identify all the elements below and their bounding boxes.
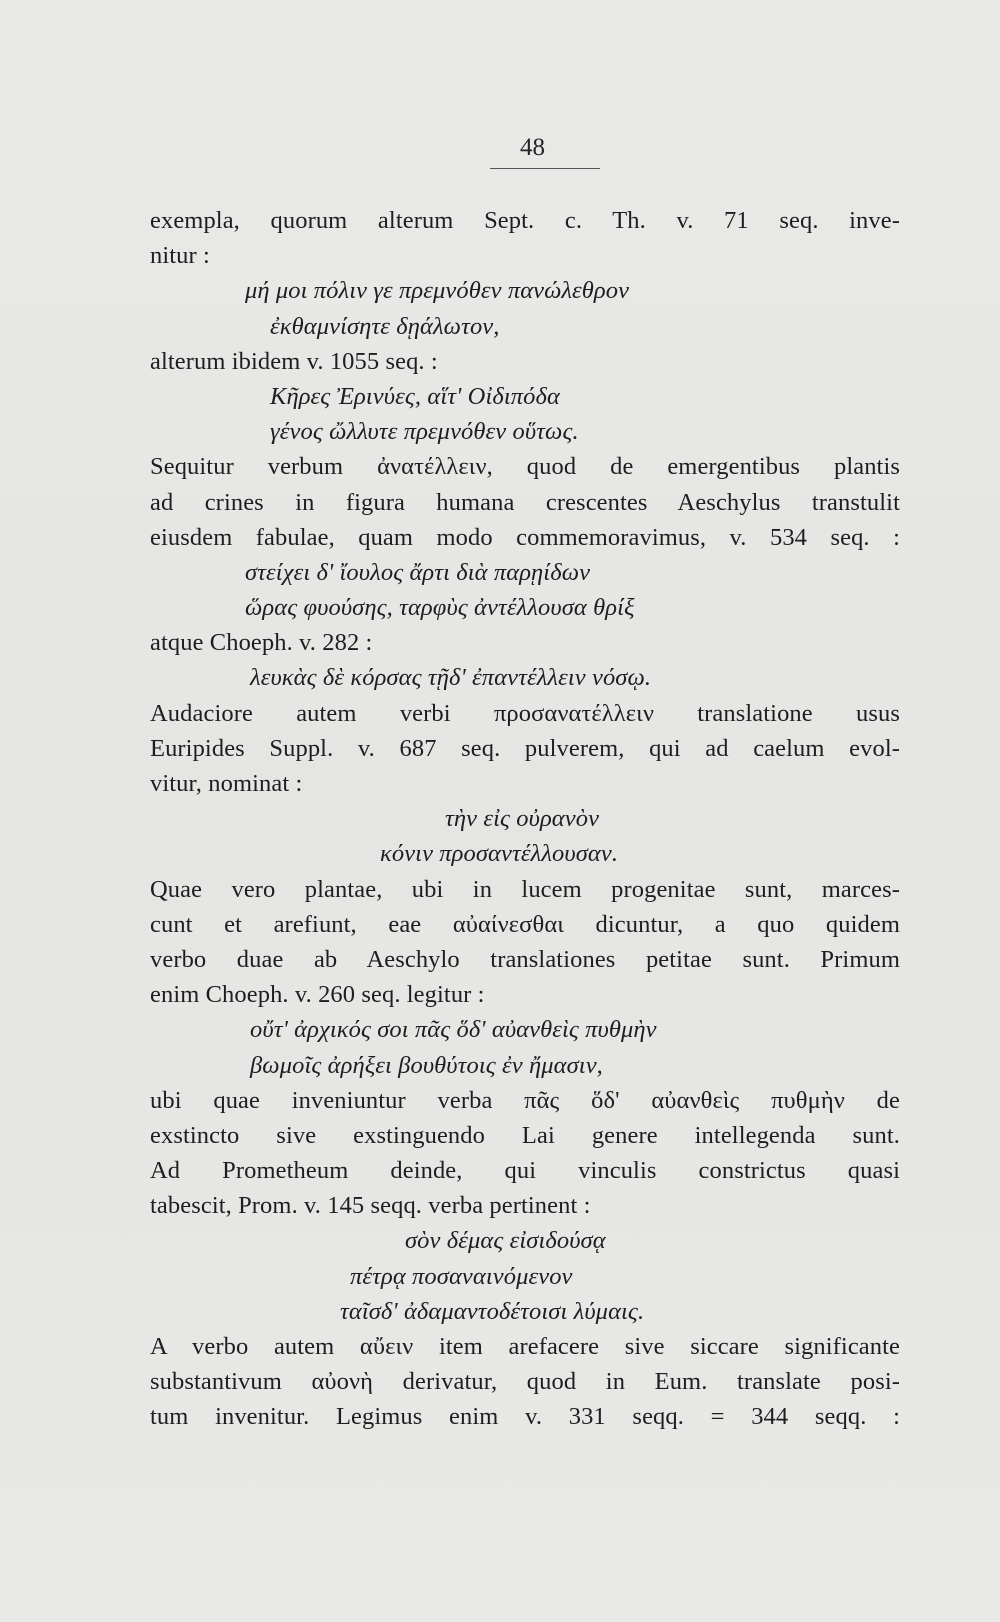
greek-quote-line: βωμοῖς ἀρήξει βουθύτοις ἐν ἤμασιν, <box>250 1051 603 1079</box>
greek-quote-line: μή μοι πόλιν γε πρεμνόθεν πανώλεθρον <box>245 277 630 305</box>
text-line: enim Choeph. v. 260 seq. legitur : <box>150 981 485 1009</box>
greek-quote-line: πέτρᾳ ποσαναινόμενον <box>350 1262 573 1290</box>
text-line: ad crines in figura humana crescentes Aeschylus transtulit <box>150 488 900 516</box>
text-line: atque Choeph. v. 282 : <box>150 629 373 657</box>
text-line: Sequitur verbum ἀνατέλλειν, quod de emergentibus plantis <box>150 453 900 481</box>
greek-quote-line: τὴν εἰς οὐρανὸν <box>445 805 600 833</box>
body-text <box>150 203 900 1435</box>
text-line: exstincto sive exstinguendo Lai genere intellegenda sunt. <box>150 1121 900 1149</box>
text-line: Ad Prometheum deinde, qui vinculis constrictus quasi <box>150 1157 900 1185</box>
text-line: A verbo autem αὔειν item arefacere sive siccare significante <box>150 1333 900 1360</box>
greek-quote-line: Κῆρες Ἐρινύες, αἵτ' Οἰδιπόδα <box>270 382 560 410</box>
page-number: 48 <box>520 134 545 161</box>
text-line: Euripides Suppl. v. 687 seq. pulverem, qui ad caelum evol- <box>150 734 900 762</box>
greek-quote-line: οὔτ' ἀρχικός σοι πᾶς ὅδ' αὐανθεὶς πυθμὴν <box>250 1016 657 1044</box>
greek-quote-line: ὥρας φυούσης, ταρφὺς ἀντέλλουσα θρίξ <box>245 594 635 622</box>
text-line: vitur, nominat : <box>150 770 303 797</box>
header-rule <box>490 168 600 169</box>
greek-quote-line: γένος ὤλλυτε πρεμνόθεν οὕτως. <box>270 418 579 446</box>
greek-quote-line: σὸν δέμας εἰσιδούσᾳ <box>405 1227 606 1255</box>
text-line: cunt et arefiunt, eae αὐαίνεσθαι dicuntur, a quo quidem <box>150 910 900 938</box>
text-line: Quae vero plantae, ubi in lucem progenitae sunt, marces- <box>150 875 900 903</box>
text-line: ubi quae inveniuntur verba πᾶς ὅδ' αὐανθεὶς πυθμὴν de <box>150 1086 900 1114</box>
greek-quote-line: ἐκθαμνίσητε δῃάλωτον, <box>270 312 500 340</box>
text-line: alterum ibidem v. 1055 seq. : <box>150 347 438 375</box>
text-line: nitur : <box>150 242 210 270</box>
text-line: verbo duae ab Aeschylo translationes petitae sunt. Primum <box>150 945 900 973</box>
text-line: substantivum αὐονὴ derivatur, quod in Eum. translate posi- <box>150 1368 900 1396</box>
greek-quote-line: κόνιν προσαντέλλουσαν. <box>380 840 619 868</box>
greek-quote-line: ταῖσδ' ἀδαμαντοδέτοισι λύμαις. <box>340 1297 645 1325</box>
text-line: eiusdem fabulae, quam modo commemoravimus, v. 534 seq. : <box>150 523 900 551</box>
text-line: tabescit, Prom. v. 145 seqq. verba pertinent : <box>150 1192 591 1220</box>
greek-quote-line: λευκὰς δὲ κόρσας τῇδ' ἐπαντέλλειν νόσῳ. <box>250 664 652 692</box>
text-line: tum invenitur. Legimus enim v. 331 seqq. = 344 seqq. : <box>150 1403 900 1431</box>
text-line: exempla, quorum alterum Sept. c. Th. v. 71 seq. inve- <box>150 207 900 234</box>
greek-quote-line: στείχει δ' ἴουλος ἄρτι διὰ παρῃίδων <box>245 558 591 586</box>
text-line: Audaciore autem verbi προσανατέλλειν translatione usus <box>150 699 900 727</box>
